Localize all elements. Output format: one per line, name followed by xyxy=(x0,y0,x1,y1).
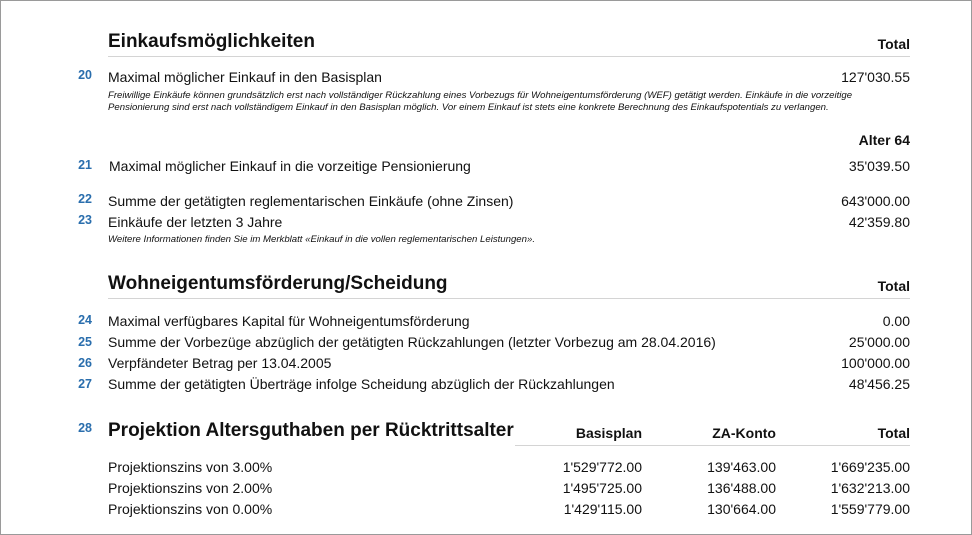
row-label: Summe der getätigten Überträge infolge Scheidung abzüglich der Rückzahlungen xyxy=(108,376,615,392)
row-value: 0.00 xyxy=(882,313,910,329)
row-label: Maximal möglicher Einkauf in den Basisplan xyxy=(108,69,382,85)
row-value: 127'030.55 xyxy=(841,69,910,85)
row-number: 20 xyxy=(78,68,92,82)
row-label: Einkäufe der letzten 3 Jahre xyxy=(108,214,283,230)
row-value: 100'000.00 xyxy=(841,355,910,371)
row-number: 21 xyxy=(78,158,92,172)
row-value: 48'456.25 xyxy=(848,376,910,392)
row-number: 22 xyxy=(78,192,92,206)
divider xyxy=(515,445,910,446)
row-number: 24 xyxy=(78,313,92,327)
projection-label: Projektionszins von 3.00% xyxy=(108,459,273,475)
age-header: Alter 64 xyxy=(858,132,910,148)
projection-label: Projektionszins von 2.00% xyxy=(108,480,273,496)
row-value: 25'000.00 xyxy=(848,334,910,350)
projection-label: Projektionszins von 0.00% xyxy=(108,501,273,517)
row-number: 28 xyxy=(78,421,92,435)
total-header: Total xyxy=(877,36,910,52)
projection-za-konto: 130'664.00 xyxy=(707,501,776,517)
row-label: Maximal verfügbares Kapital für Wohneigentumsförderung xyxy=(108,313,470,329)
row-label: Summe der Vorbezüge abzüglich der getätigten Rückzahlungen (letzter Vorbezug am 28.04.2016) xyxy=(108,334,716,350)
column-header-basisplan: Basisplan xyxy=(575,425,642,441)
note-line: Pensionierung sind erst nach vollständigem Einkauf in den Basisplan möglich. Vor einem Einkauf ist stets eine konkrete Berechnung des Einkaufspotentials zu verlangen. xyxy=(108,102,829,113)
projection-total: 1'632'213.00 xyxy=(830,480,910,496)
projection-basisplan: 1'429'115.00 xyxy=(563,501,642,517)
row-number: 23 xyxy=(78,213,92,227)
row-label: Summe der getätigten reglementarischen Einkäufe (ohne Zinsen) xyxy=(108,193,514,209)
row-value: 643'000.00 xyxy=(841,193,910,209)
column-header-total: Total xyxy=(877,425,910,441)
projection-za-konto: 139'463.00 xyxy=(707,459,776,475)
column-header-za-konto: ZA-Konto xyxy=(712,425,776,441)
row-number: 26 xyxy=(78,356,92,370)
row-value: 42'359.80 xyxy=(848,214,910,230)
row-label: Verpfändeter Betrag per 13.04.2005 xyxy=(108,355,332,371)
row-value: 35'039.50 xyxy=(848,158,910,174)
total-header: Total xyxy=(877,278,910,294)
divider xyxy=(108,56,910,57)
projection-basisplan: 1'529'772.00 xyxy=(562,459,642,475)
projection-total: 1'669'235.00 xyxy=(830,459,910,475)
projection-total: 1'559'779.00 xyxy=(830,501,910,517)
row-number: 25 xyxy=(78,335,92,349)
projection-za-konto: 136'488.00 xyxy=(707,480,776,496)
row-label: Maximal möglicher Einkauf in die vorzeitige Pensionierung xyxy=(109,158,471,174)
note-line: Weitere Informationen finden Sie im Merkblatt «Einkauf in die vollen reglementarischen Leistungen». xyxy=(108,234,535,245)
divider xyxy=(108,298,910,299)
section-title-einkauf: Einkaufsmöglichkeiten xyxy=(108,31,315,52)
section-title-projektion: Projektion Altersguthaben per Rücktrittsalter xyxy=(108,420,514,441)
section-title-wef: Wohneigentumsförderung/Scheidung xyxy=(108,273,448,294)
note-line: Freiwillige Einkäufe können grundsätzlich erst nach vollständiger Rückzahlung eines Vorbezugs für Wohneigentumsförderung (WEF) getätigt werden. Einkäufe in die vorzeitige xyxy=(108,90,853,101)
projection-basisplan: 1'495'725.00 xyxy=(562,480,642,496)
row-number: 27 xyxy=(78,377,92,391)
